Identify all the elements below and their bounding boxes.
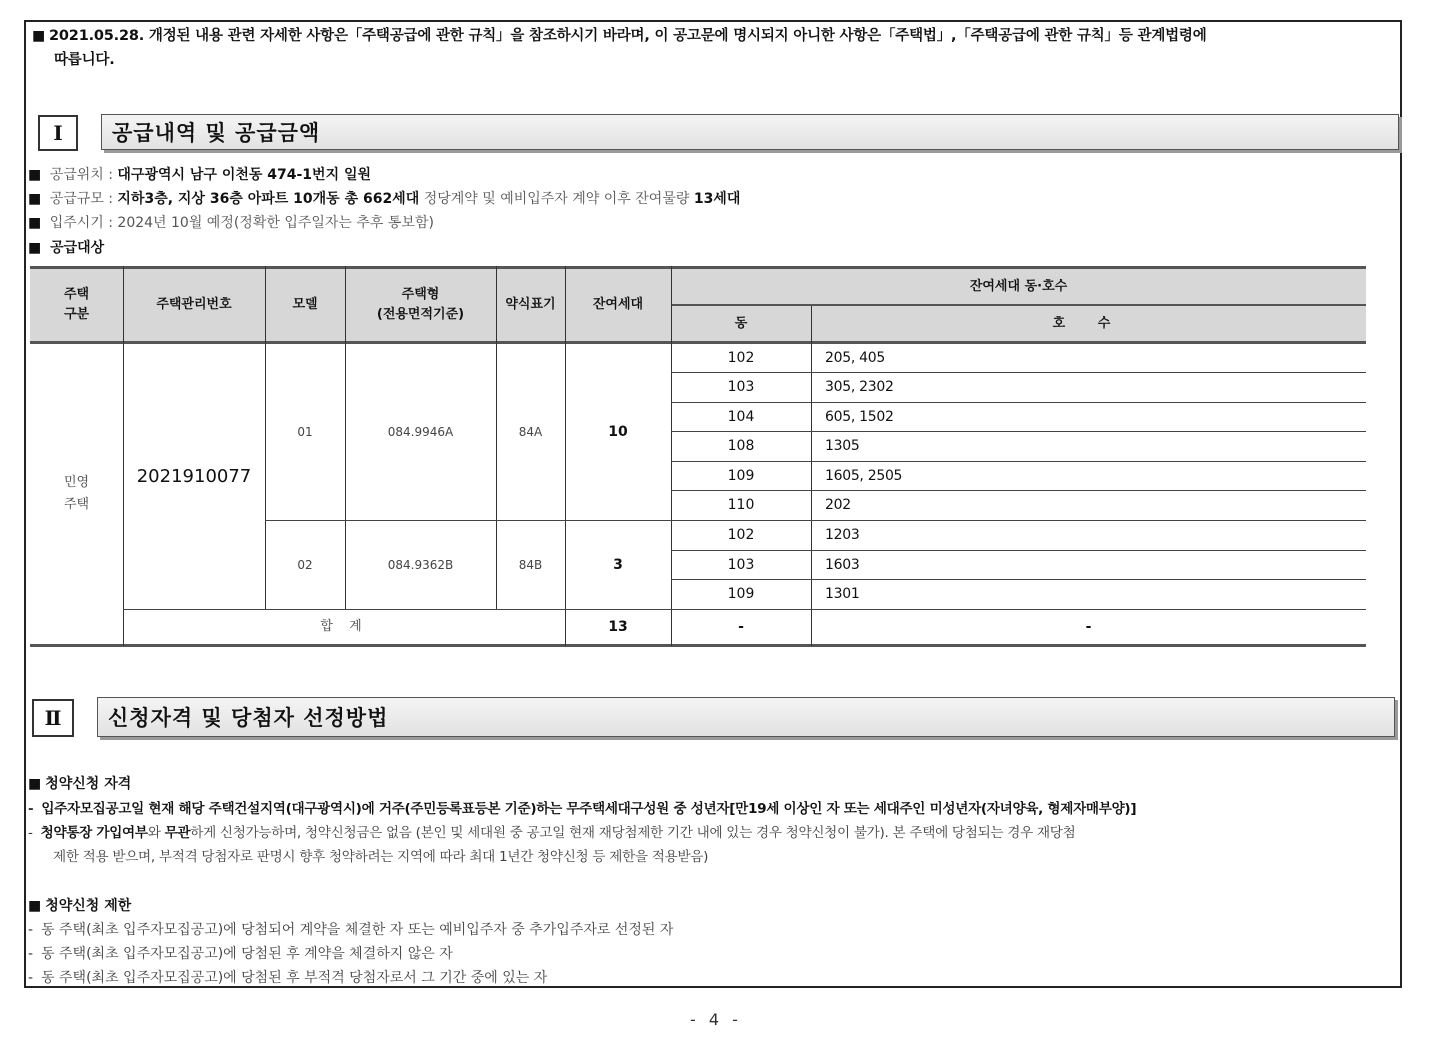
bullet-square-icon: ■ — [28, 215, 42, 231]
section-2-number: Ⅱ — [32, 699, 74, 737]
info-scale — [28, 188, 740, 210]
bullet-square-icon: ■ — [28, 240, 42, 256]
dong-cell: 102 — [727, 349, 755, 366]
dash-bullet: - — [28, 922, 34, 938]
house-type-cell: 084.9946A — [387, 425, 454, 439]
dash-bullet: - — [28, 801, 34, 817]
abbr-cell: 84A — [518, 425, 543, 439]
dong-cell: 102 — [727, 527, 755, 543]
header-model: 모델 — [292, 297, 318, 312]
bullet-square-icon: ■ — [28, 167, 42, 183]
header-mgmt-no: 주택관리번호 — [156, 297, 232, 312]
restriction-item — [28, 942, 453, 966]
house-type-cell: 084.9362B — [387, 557, 454, 572]
page-number: - 4 - — [690, 1010, 742, 1029]
header-house-type: 주택형 (전용면적기준) — [376, 287, 465, 322]
dong-cell: 110 — [727, 497, 755, 513]
mgmt-no-cell: 2021910077 — [136, 466, 252, 487]
scale-note: 정당계약 및 예비입주자 계약 이후 잔여물량 — [423, 191, 690, 207]
model-cell: 02 — [297, 557, 313, 572]
qualification-line-2a: 와 — [147, 825, 165, 841]
header-ho: 호 수 — [1052, 315, 1125, 331]
qualification-bold-2: 무관 — [164, 825, 191, 841]
restriction-item — [28, 966, 547, 990]
dash-bullet: - — [28, 970, 34, 986]
ho-cell: 1203 — [825, 527, 860, 543]
location-value: 대구광역시 남구 이천동 474-1번지 일원 — [117, 167, 372, 183]
info-target — [28, 237, 104, 259]
dong-cell: 103 — [727, 556, 755, 573]
restriction-item-text: 동 주택(최초 입주자모집공고)에 당첨되어 계약을 체결한 자 또는 예비입주자 중 추가입주자로 선정된 자 — [41, 922, 674, 938]
total-label: 합 계 — [320, 618, 368, 634]
supply-table — [30, 266, 1366, 648]
header-dong: 동 — [734, 315, 748, 331]
remaining-count-cell: 10 — [608, 424, 628, 440]
bullet-square-icon: ■ — [32, 28, 46, 44]
qualification-line-1-text: 입주자모집공고일 현재 해당 주택건설지역(대구광역시)에 거주(주민등록표등본 기준)하는 무주택세대구성원 중 성년자[만19세 이상인 자 또는 세대주인 미성년자(자녀양육, 형제자매부양)] — [41, 801, 1137, 817]
header-remaining-units: 잔여세대 동·호수 — [969, 278, 1068, 294]
info-location — [28, 164, 371, 186]
ho-cell: 1305 — [825, 438, 860, 454]
section-1-number: Ⅰ — [38, 115, 78, 151]
total-count: 13 — [608, 618, 628, 635]
dong-cell: 109 — [727, 467, 755, 484]
house-category-cell: 민영 주택 — [63, 475, 90, 512]
qualification-title-text: 청약신청 자격 — [45, 776, 132, 792]
header-abbr: 약식표기 — [505, 297, 556, 312]
qualification-line-2b: 하게 신청가능하며, 청약신청금은 없음 (본인 및 세대원 중 공고일 현재 재당첨제한 기간 내에 있는 경우 청약신청이 불가). 본 주택에 당첨되는 경우 재당첨 — [190, 825, 1076, 841]
bullet-square-icon: ■ — [28, 776, 42, 792]
restriction-item-text: 동 주택(최초 입주자모집공고)에 당첨된 후 계약을 체결하지 않은 자 — [41, 946, 453, 962]
ho-cell: 1301 — [825, 586, 860, 602]
dong-cell: 109 — [727, 586, 755, 602]
target-label: 공급대상 — [50, 240, 105, 256]
scale-label: 공급규모 : — [49, 191, 113, 207]
restriction-title-text: 청약신청 제한 — [45, 898, 132, 914]
intro-line-1: 2021.05.28. 개정된 내용 관련 자세한 사항은「주택공급에 관한 규칙」을 참조하시기 바라며, 이 공고문에 명시되지 아니한 사항은「주택법」,「주택공급에 관한 규칙」등 관계법령에 — [49, 28, 1207, 44]
bullet-square-icon: ■ — [28, 191, 42, 207]
ho-cell: 205, 405 — [825, 349, 885, 366]
scale-count: 13세대 — [693, 191, 741, 207]
movein-label: 입주시기 : — [49, 215, 113, 231]
scale-value: 지하3층, 지상 36층 아파트 10개동 총 662세대 — [117, 191, 420, 207]
restriction-item — [28, 918, 673, 942]
qualification-title — [28, 772, 131, 796]
intro-notice — [32, 24, 1394, 72]
ho-cell: 202 — [825, 497, 851, 513]
ho-cell: 1603 — [825, 556, 860, 573]
total-dong: - — [738, 618, 744, 635]
location-label: 공급위치 : — [49, 167, 113, 183]
qualification-bold-1: 청약통장 가입여부 — [40, 825, 148, 841]
model-cell: 01 — [297, 425, 313, 439]
dong-cell: 103 — [727, 379, 755, 395]
remaining-count-cell: 3 — [613, 556, 623, 573]
total-ho: - — [1085, 618, 1092, 635]
dong-cell: 104 — [727, 408, 755, 425]
header-remaining: 잔여세대 — [592, 297, 644, 312]
section-2-title: 신청자격 및 당첨자 선정방법 — [97, 697, 1395, 737]
dong-cell: 108 — [727, 438, 755, 454]
bullet-square-icon: ■ — [28, 898, 42, 914]
ho-cell: 605, 1502 — [825, 408, 894, 425]
qualification-line-1 — [28, 797, 1136, 821]
info-movein — [28, 212, 434, 234]
header-house-category: 주택 구분 — [63, 287, 90, 322]
movein-value: 2024년 10월 예정(정확한 입주일자는 추후 통보함) — [117, 215, 434, 231]
dash-bullet: - — [28, 946, 34, 962]
dash-bullet: - — [28, 825, 33, 841]
ho-cell: 305, 2302 — [825, 379, 894, 395]
intro-line-2: 따릅니다. — [54, 52, 115, 68]
qualification-line-2 — [28, 821, 1075, 845]
section-1-title: 공급내역 및 공급금액 — [101, 114, 1399, 150]
ho-cell: 1605, 2505 — [825, 467, 903, 484]
abbr-cell: 84B — [518, 557, 543, 572]
restriction-title — [28, 894, 131, 918]
restriction-item-text: 동 주택(최초 입주자모집공고)에 당첨된 후 부적격 당첨자로서 그 기간 중에 있는 자 — [41, 970, 548, 986]
qualification-line-3: 제한 적용 받으며, 부적격 당첨자로 판명시 향후 청약하려는 지역에 따라 최대 1년간 청약신청 등 제한을 적용받음) — [53, 849, 709, 865]
table-bottom-rule — [30, 644, 1366, 647]
